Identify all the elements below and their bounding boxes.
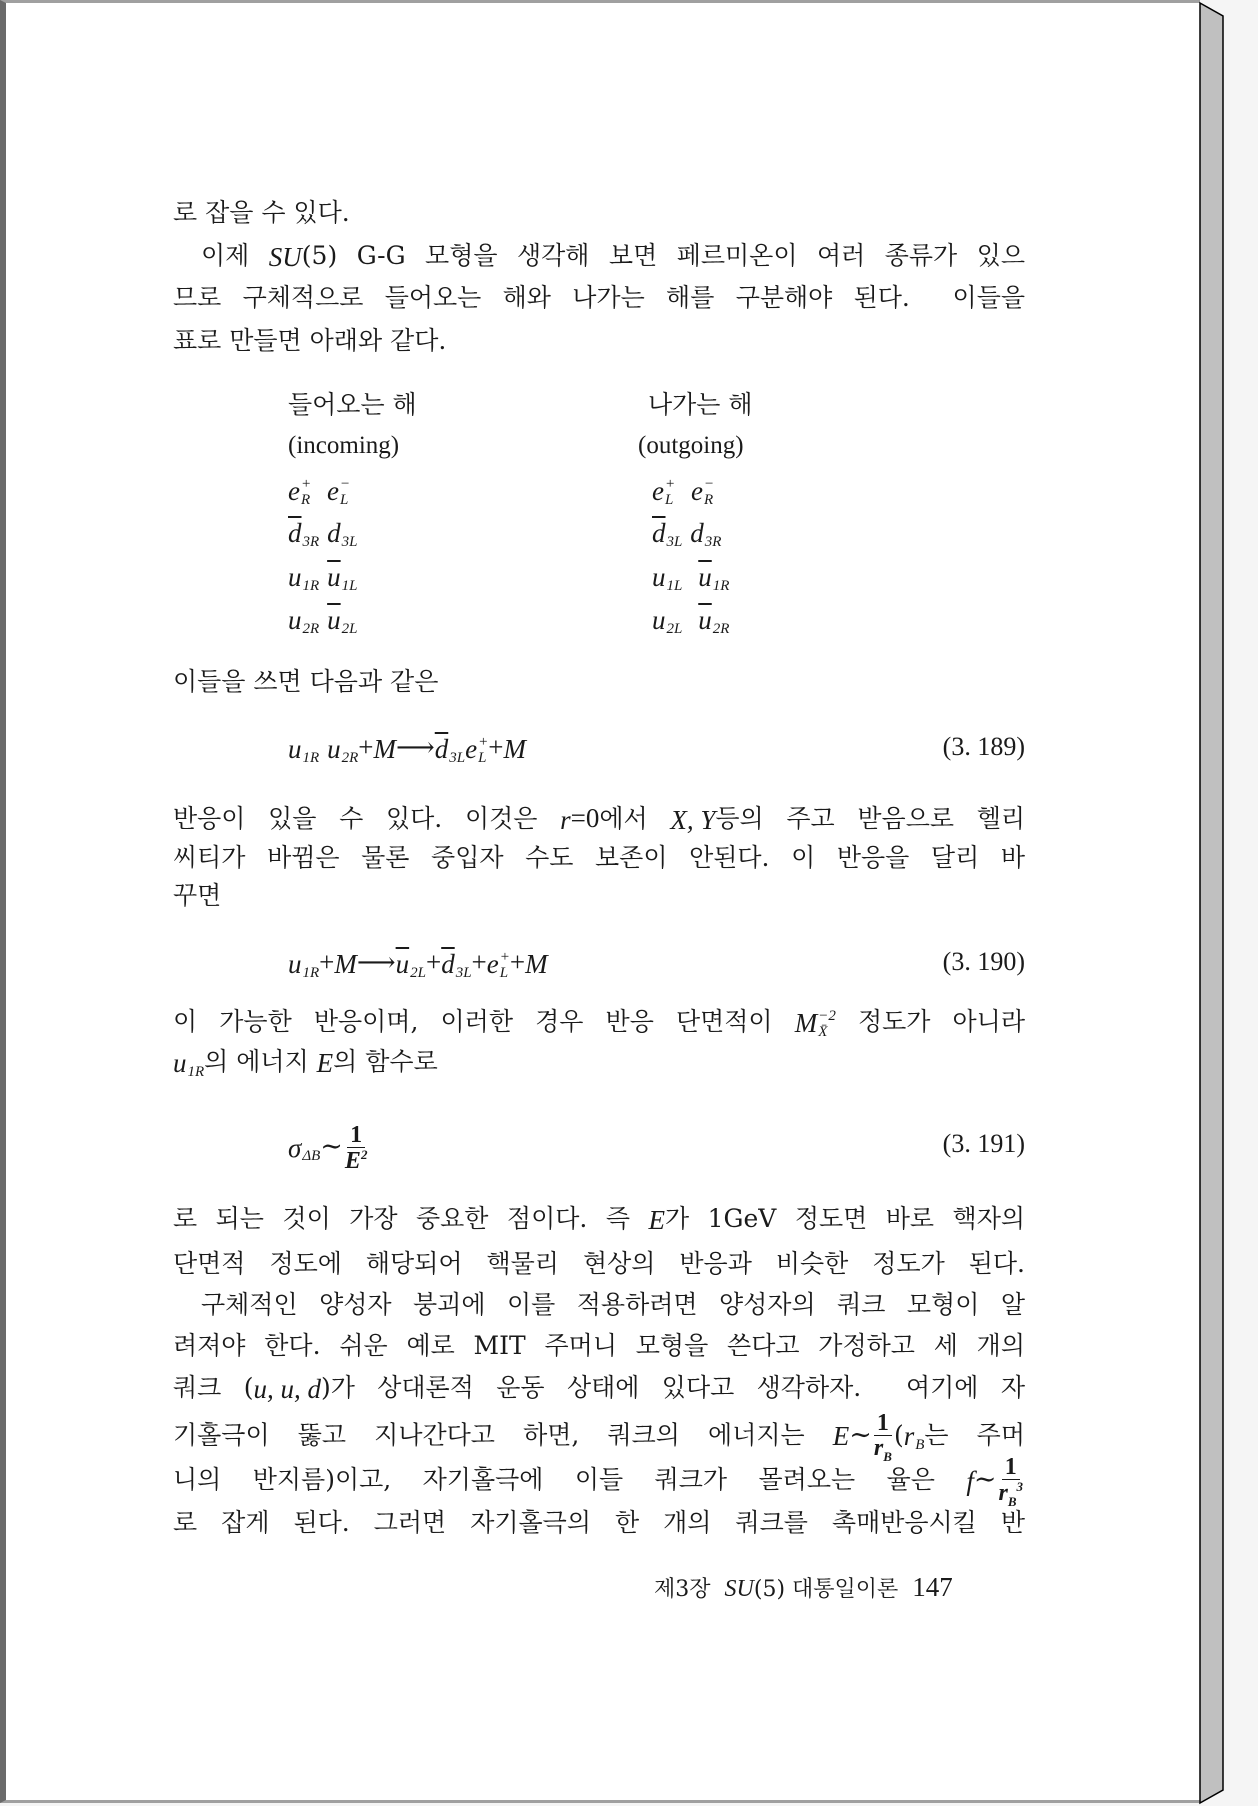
math-symbol <box>396 950 426 980</box>
text-line <box>173 875 1025 917</box>
math-superscript <box>302 1133 320 1147</box>
math-scripts <box>704 477 714 507</box>
math-subscript: ΔB <box>302 1148 321 1164</box>
outgoing-header: 나가는 해 <box>648 390 753 419</box>
math-symbol <box>327 563 357 593</box>
text-run <box>682 561 698 590</box>
text-line <box>173 277 1025 319</box>
math-symbol <box>465 735 488 765</box>
math-symbol: + <box>509 947 526 977</box>
math-symbol <box>670 807 715 834</box>
math-subscript: 1R <box>302 749 320 766</box>
math-symbol <box>487 950 510 980</box>
math-subscript: R <box>704 491 714 508</box>
outgoing-subheader: (outgoing) <box>638 432 744 459</box>
fraction-numerator: 1 <box>874 1411 892 1436</box>
equation-expression <box>288 1122 369 1174</box>
math-symbol <box>288 563 319 593</box>
text-line <box>173 320 1025 362</box>
text-run: 쿼크 ( <box>173 1373 254 1402</box>
math-superscript <box>667 606 683 620</box>
math-base: u <box>652 562 666 592</box>
math-subscript: 3R <box>704 533 722 550</box>
text-line <box>173 235 1025 277</box>
math-superscript <box>713 606 730 620</box>
table-cell <box>288 469 350 511</box>
math-superscript <box>456 950 472 964</box>
math-base: $\overline{u}$ <box>327 605 341 635</box>
math-base: u, u, d <box>253 1374 321 1404</box>
math-subscript: 1R <box>187 1063 205 1080</box>
math-symbol: ∼ <box>973 1463 997 1494</box>
math-superscript <box>303 519 320 533</box>
math-base: M <box>503 734 526 764</box>
math-symbol <box>327 735 358 765</box>
math-superscript <box>188 1049 205 1063</box>
math-base: M <box>794 1008 818 1038</box>
math-subscript: 3R <box>302 533 320 550</box>
math-symbol <box>317 1050 334 1077</box>
text-line <box>173 1502 1025 1544</box>
math-scripts <box>342 606 358 636</box>
text-run: 표로 만들면 아래와 같다. <box>173 326 447 355</box>
footer-chapter: 제3장 <box>654 1577 711 1602</box>
math-base: E <box>648 1205 665 1235</box>
math-base: e <box>288 476 300 506</box>
text-line <box>173 1243 1025 1285</box>
math-symbol <box>652 477 675 507</box>
math-scripts <box>667 519 683 549</box>
text-line <box>173 1367 1025 1409</box>
text-run <box>319 733 327 762</box>
math-symbol <box>288 606 319 636</box>
math-superscript <box>342 563 358 577</box>
math-subscript: B <box>915 1436 925 1453</box>
math-symbol: ⟶ <box>356 947 396 977</box>
math-symbol: ∼ <box>849 1419 872 1450</box>
denominator-base: r <box>873 1435 884 1461</box>
table-cell <box>288 555 357 597</box>
math-base: e <box>327 476 339 506</box>
math-scripts <box>302 1133 320 1163</box>
fraction <box>998 1455 1023 1508</box>
math-scripts <box>303 950 320 980</box>
text-run: 가 1GeV 정도면 바로 핵자의 <box>664 1204 1025 1233</box>
text-run <box>311 475 327 504</box>
math-symbol: ⟶ <box>396 732 435 762</box>
text-line <box>173 1410 1025 1464</box>
math-subscript: L <box>664 491 674 508</box>
text-run: 로 되는 것이 가장 중요한 점이다. 즉 <box>173 1204 649 1233</box>
footer-title-math: SU <box>724 1576 754 1602</box>
table-cell <box>652 469 714 511</box>
text-line <box>173 1001 1025 1043</box>
math-base: $\overline{u}$ <box>698 562 712 592</box>
math-superscript <box>342 606 358 620</box>
math-base: E <box>832 1421 850 1452</box>
text-run: 정도가 아니라 <box>835 1007 1025 1036</box>
math-symbol <box>253 1376 321 1403</box>
math-scripts <box>188 1049 205 1079</box>
text-run: 구체적인 양성자 붕괴에 이를 적용하려면 양성자의 쿼크 모형이 알 <box>201 1290 1025 1319</box>
math-superscript <box>667 519 683 533</box>
math-superscript <box>705 519 722 533</box>
math-subscript: 1R <box>712 577 730 594</box>
math-subscript: 2L <box>666 620 683 637</box>
text-line <box>173 1284 1025 1326</box>
denominator-base: r <box>998 1480 1008 1506</box>
running-footer <box>654 1566 967 1608</box>
math-superscript <box>915 1422 924 1436</box>
text-run <box>682 604 698 633</box>
math-superscript: − <box>340 475 351 492</box>
math-base: e <box>465 734 478 764</box>
math-superscript <box>303 735 320 749</box>
equation-number: (3. 190) <box>942 947 1025 976</box>
math-symbol <box>652 606 682 636</box>
math-base: M <box>334 949 357 979</box>
text-run: 로 잡게 된다. 그러면 자기홀극의 한 개의 쿼크를 촉매반응시킬 반 <box>173 1508 1025 1537</box>
text-run: 반응이 있을 수 있다. 이것은 <box>173 804 561 833</box>
math-symbol <box>327 606 357 636</box>
math-symbol: + <box>471 947 487 977</box>
math-symbol <box>334 951 357 978</box>
math-subscript: 3L <box>455 964 472 981</box>
fraction-denominator <box>345 1148 368 1173</box>
math-symbol <box>652 563 682 593</box>
text-run: 므로 구체적으로 들어오는 해와 나가는 해를 구분해야 된다. 이들을 <box>173 283 1025 312</box>
math-symbol <box>503 736 526 763</box>
math-symbol <box>691 477 714 507</box>
math-superscript <box>303 606 320 620</box>
math-subscript: R <box>300 491 311 508</box>
math-base: u <box>288 562 302 592</box>
math-subscript: L <box>499 964 509 981</box>
table-cell <box>652 598 729 640</box>
math-subscript: L <box>478 749 487 766</box>
math-superscript: −2 <box>818 1007 836 1024</box>
math-base: r <box>560 805 571 835</box>
math-scripts <box>342 563 358 593</box>
text-run: 는 주머 <box>924 1420 1025 1450</box>
table-cell <box>652 511 721 553</box>
math-base: d <box>327 518 341 548</box>
math-subscript: L <box>340 491 349 508</box>
math-base: e <box>486 949 499 979</box>
fraction <box>345 1123 368 1173</box>
math-scripts <box>713 606 730 636</box>
math-scripts <box>705 519 722 549</box>
page-edge <box>1199 0 1229 1806</box>
math-base: u <box>288 734 302 764</box>
text-run: 에서 <box>599 804 671 833</box>
math-superscript: + <box>664 475 676 492</box>
math-superscript <box>303 950 320 964</box>
denominator-subscript: B <box>1007 1493 1017 1509</box>
math-superscript <box>449 735 465 749</box>
math-scripts <box>500 950 510 980</box>
text-run: 등의 주고 받음으로 헬리 <box>715 804 1025 833</box>
math-symbol <box>288 1133 320 1163</box>
math-scripts <box>303 563 320 593</box>
math-symbol <box>374 736 397 763</box>
math-subscript: 2R <box>712 620 730 637</box>
math-base: $\overline{d}$ <box>288 518 302 548</box>
math-base: u <box>327 734 341 764</box>
text-line <box>173 661 1025 703</box>
text-line <box>173 1325 1025 1367</box>
math-symbol <box>441 950 471 980</box>
text-line <box>173 192 1025 234</box>
math-base: u <box>288 605 302 635</box>
math-symbol <box>698 563 729 593</box>
math-base: $\overline{u}$ <box>395 949 410 979</box>
text-run: 이 가능한 반응이며, 이러한 경우 반응 단면적이 <box>173 1007 795 1036</box>
math-base: SU <box>268 242 302 272</box>
text-line <box>173 837 1025 879</box>
math-symbol: ∼ <box>320 1130 343 1161</box>
math-subscript: 3L <box>341 533 358 550</box>
math-scripts <box>303 735 320 765</box>
math-superscript: + <box>478 733 489 750</box>
math-symbol <box>795 1009 836 1039</box>
math-superscript: − <box>704 475 715 492</box>
math-symbol <box>904 1422 925 1452</box>
incoming-header: 들어오는 해 <box>288 390 417 419</box>
math-scripts <box>303 519 320 549</box>
text-run: 려져야 한다. 쉬운 예로 MIT 주머니 모형을 쓴다고 가정하고 세 개의 <box>173 1331 1025 1360</box>
math-symbol <box>833 1423 850 1450</box>
footer-title: (5) 대통일이론 <box>753 1577 899 1602</box>
math-base: E <box>316 1048 334 1078</box>
text-run: 로 잡을 수 있다. <box>173 198 350 227</box>
math-scripts <box>713 563 730 593</box>
math-scripts <box>818 1009 836 1039</box>
math-scripts <box>667 606 683 636</box>
math-symbol: + <box>488 732 504 762</box>
text-line <box>173 1198 1025 1240</box>
math-symbol <box>698 606 729 636</box>
math-scripts <box>665 477 675 507</box>
equation-expression <box>288 732 526 766</box>
text-run <box>682 517 690 546</box>
text-run: 니의 반지름)이고, 자기홀극에 이들 쿼크가 몰려오는 율은 <box>173 1464 967 1494</box>
math-base: e <box>691 476 703 506</box>
text-run: (5) G-G 모형을 생각해 보면 페르미온이 여러 종류가 있으 <box>301 241 1025 270</box>
denominator-base: E <box>344 1148 361 1174</box>
fraction-numerator: 1 <box>347 1123 365 1148</box>
math-base: u <box>652 605 666 635</box>
math-subscript: 1L <box>666 577 683 594</box>
math-base: d <box>690 518 704 548</box>
math-scripts <box>301 477 311 507</box>
denominator-superscript: 3 <box>1016 1479 1023 1494</box>
denominator-superscript: 2 <box>360 1147 368 1162</box>
math-scripts <box>667 563 683 593</box>
text-run <box>319 604 327 633</box>
math-base: $\overline{u}$ <box>698 605 712 635</box>
denominator-subscript: B <box>883 1448 892 1464</box>
table-cell <box>288 511 357 553</box>
text-run <box>319 561 327 590</box>
equation-number: (3. 189) <box>942 732 1025 761</box>
math-scripts <box>303 606 320 636</box>
math-scripts <box>410 950 426 980</box>
math-superscript: + <box>499 948 510 965</box>
math-symbol: + <box>319 947 335 977</box>
math-scripts <box>915 1422 924 1452</box>
math-scripts <box>456 950 472 980</box>
math-subscript: 2L <box>341 620 358 637</box>
math-superscript <box>410 950 426 964</box>
math-base: $\overline{d}$ <box>434 734 449 764</box>
math-superscript <box>342 735 359 749</box>
math-base: M <box>373 734 397 764</box>
math-superscript <box>342 519 358 533</box>
math-symbol <box>269 244 302 271</box>
math-scripts <box>449 735 465 765</box>
math-symbol <box>690 519 721 549</box>
math-base: u <box>288 949 302 979</box>
math-symbol <box>288 519 319 549</box>
text-line <box>173 1041 1025 1083</box>
math-superscript <box>713 563 730 577</box>
math-symbol <box>648 1207 665 1234</box>
table-cell <box>652 555 729 597</box>
math-scripts <box>340 477 350 507</box>
math-symbol <box>288 950 319 980</box>
math-symbol <box>966 1465 974 1496</box>
math-subscript: 1R <box>302 964 320 981</box>
math-subscript: 3L <box>449 749 466 766</box>
math-symbol: + <box>358 732 374 762</box>
text-run: 꾸면 <box>173 881 222 910</box>
math-base: σ <box>288 1132 302 1163</box>
math-base: r <box>903 1421 915 1452</box>
equation-expression <box>288 947 548 981</box>
math-subscript: 2R <box>341 749 359 766</box>
text-run: ( <box>893 1420 904 1450</box>
math-symbol <box>327 519 357 549</box>
text-run: 씨티가 바뀜은 물론 중입자 수도 보존이 안된다. 이 반응을 달리 바 <box>173 843 1025 872</box>
text-line <box>173 1454 1025 1509</box>
fraction-numerator: 1 <box>1002 1455 1020 1480</box>
math-base: $\overline{d}$ <box>652 518 666 548</box>
text-line <box>173 797 1025 839</box>
equation-number: (3. 191) <box>942 1129 1025 1158</box>
math-base: u <box>173 1048 187 1078</box>
math-superscript <box>667 563 683 577</box>
text-run <box>675 475 691 504</box>
text-run <box>319 517 327 546</box>
math-base: $\overline{d}$ <box>441 949 455 979</box>
math-symbol <box>288 477 311 507</box>
math-base: X, Y <box>670 805 716 835</box>
math-scripts <box>478 735 488 765</box>
text-run: 의 함수로 <box>333 1047 438 1076</box>
equation-3-189 <box>173 726 1025 768</box>
math-scripts <box>342 735 359 765</box>
math-base: f <box>966 1465 974 1496</box>
math-scripts <box>342 519 358 549</box>
math-subscript: 2L <box>410 964 426 981</box>
math-superscript <box>303 563 320 577</box>
text-run: 단면적 정도에 해당되어 핵물리 현상의 반응과 비슷한 정도가 된다. <box>173 1249 1025 1278</box>
math-subscript: X̄ <box>818 1023 828 1040</box>
math-subscript: 1R <box>302 577 320 594</box>
math-symbol <box>435 735 465 765</box>
math-symbol <box>288 735 319 765</box>
math-base: M <box>525 949 548 979</box>
math-symbol: + <box>425 947 442 977</box>
math-symbol <box>652 519 682 549</box>
math-symbol <box>173 1049 204 1079</box>
incoming-subheader: (incoming) <box>288 432 400 459</box>
math-base: $\overline{u}$ <box>327 562 341 592</box>
page-number: 147 <box>912 1572 953 1602</box>
equation-3-190 <box>173 941 1025 983</box>
equation-3-191 <box>173 1123 1025 1173</box>
math-symbol <box>525 951 548 978</box>
math-subscript: 1L <box>341 577 358 594</box>
math-symbol <box>327 477 350 507</box>
text-run: 의 에너지 <box>204 1047 317 1076</box>
math-subscript: 3L <box>666 533 683 550</box>
math-subscript: 2R <box>302 620 320 637</box>
text-run: )가 상대론적 운동 상태에 있다고 생각하자. 여기에 자 <box>320 1373 1025 1402</box>
text-run: 이들을 쓰면 다음과 같은 <box>173 667 439 696</box>
math-superscript: + <box>300 475 312 492</box>
math-symbol <box>560 807 571 834</box>
math-base: e <box>652 476 664 506</box>
math-symbol: =0 <box>570 803 600 833</box>
table-cell <box>288 598 357 640</box>
text-run: 기홀극이 뚫고 지나간다고 하면, 쿼크의 에너지는 <box>173 1420 833 1450</box>
text-run: 이제 <box>201 241 269 270</box>
